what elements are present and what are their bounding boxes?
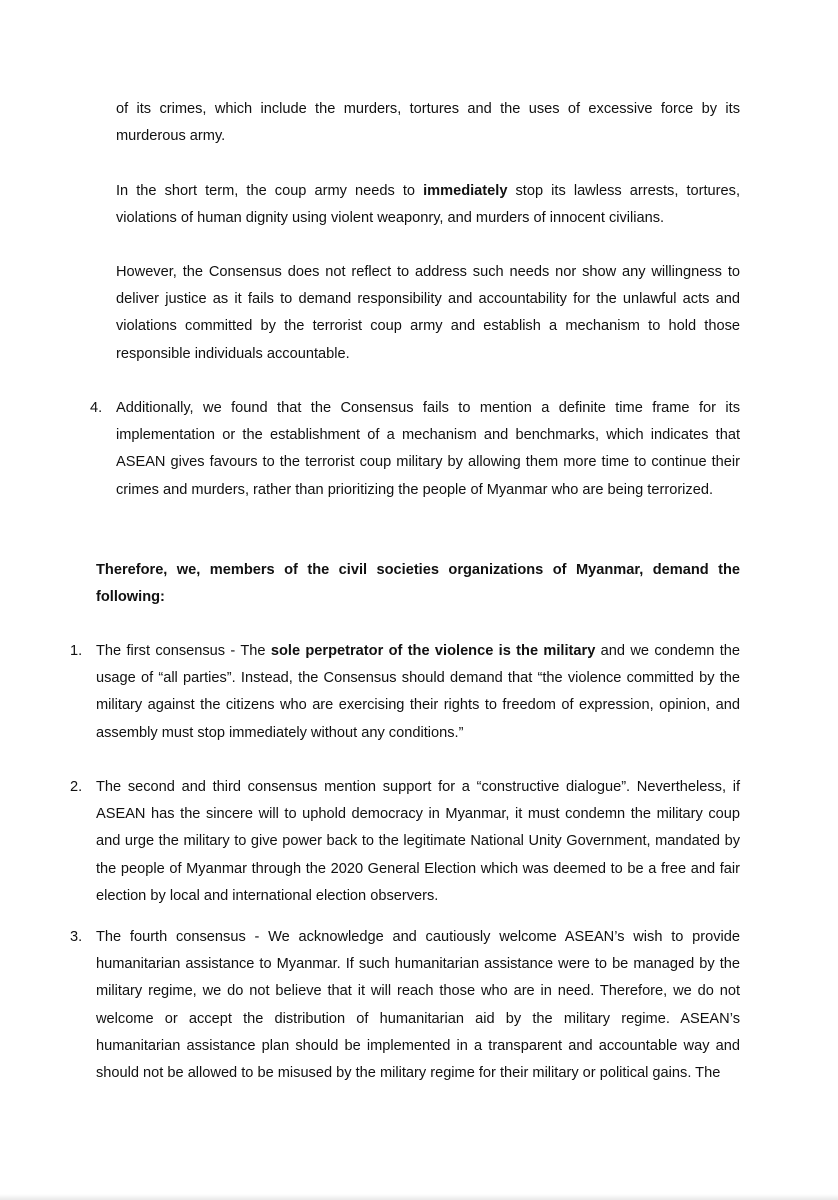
demand-item-1 bbox=[96, 638, 740, 747]
demand-1-text-after: and we condemn the usage of “all parties”. Instead, the Consensus should demand that “the violence committed by the military against the citizens who are exercising their rights to freedom of expression, opinion, and assembly must stop immediately without any conditions.” bbox=[96, 643, 740, 741]
demand-number-1: 1. bbox=[70, 643, 83, 659]
paragraph-consensus-critique: However, the Consensus does not reflect to address such needs nor show any willingness to deliver justice as it fails to demand responsibility and accountability for the unlawful acts and violations committed by the terrorist coup army and establish a mechanism to hold those responsible individuals accountable. bbox=[116, 264, 740, 362]
demand-item-3: The fourth consensus - We acknowledge and cautiously welcome ASEAN’s wish to provide humanitarian assistance to Myanmar. If such humanitarian assistance were to be managed by the military regime, we do not believe that it will reach those who are in need. Therefore, we do not welcome or accept the distribution of humanitarian aid by the military regime. ASEAN’s humanitarian assistance plan should be implemented in a transparent and accountable way and should not be allowed to be misused by the military regime for their military or political gains. The bbox=[96, 929, 740, 1082]
page-bottom-edge bbox=[0, 1194, 838, 1200]
list-number-4: 4. bbox=[90, 400, 103, 416]
demand-item-2: The second and third consensus mention support for a “constructive dialogue”. Nevertheless, if ASEAN has the sincere will to uphold democracy in Myanmar, it must condemn the military coup and urge the military to give power back to the legitimate National Unity Government, mandated by the people of Myanmar through the 2020 General Election which was deemed to be a free and fair election by local and international election observers. bbox=[96, 779, 740, 904]
paragraph-short-term-text-after: stop its lawless arrests, tortures, violations of human dignity using violent weaponry, and murders of innocent civilians. bbox=[116, 183, 740, 227]
demand-1-text-before: The first consensus - The bbox=[96, 643, 271, 659]
demand-number-3: 3. bbox=[70, 929, 83, 945]
paragraph-short-term bbox=[116, 178, 740, 232]
paragraph-crimes: of its crimes, which include the murders, tortures and the uses of excessive force by its murderous army. bbox=[116, 101, 740, 145]
demands-heading: Therefore, we, members of the civil societies organizations of Myanmar, demand the following: bbox=[96, 562, 740, 606]
list-item-4: Additionally, we found that the Consensus fails to mention a definite time frame for its implementation or the establishment of a mechanism and benchmarks, which indicates that ASEAN gives favours to the terrorist coup military by allowing them more time to continue their crimes and murders, rather than prioritizing the people of Myanmar who are being terrorized. bbox=[116, 400, 740, 498]
paragraph-short-term-text-before: In the short term, the coup army needs to bbox=[116, 183, 424, 199]
emphasis-sole-perpetrator: sole perpetrator of the violence is the military bbox=[270, 643, 596, 659]
emphasis-immediately: immediately bbox=[423, 183, 508, 199]
demand-number-2: 2. bbox=[70, 779, 83, 795]
